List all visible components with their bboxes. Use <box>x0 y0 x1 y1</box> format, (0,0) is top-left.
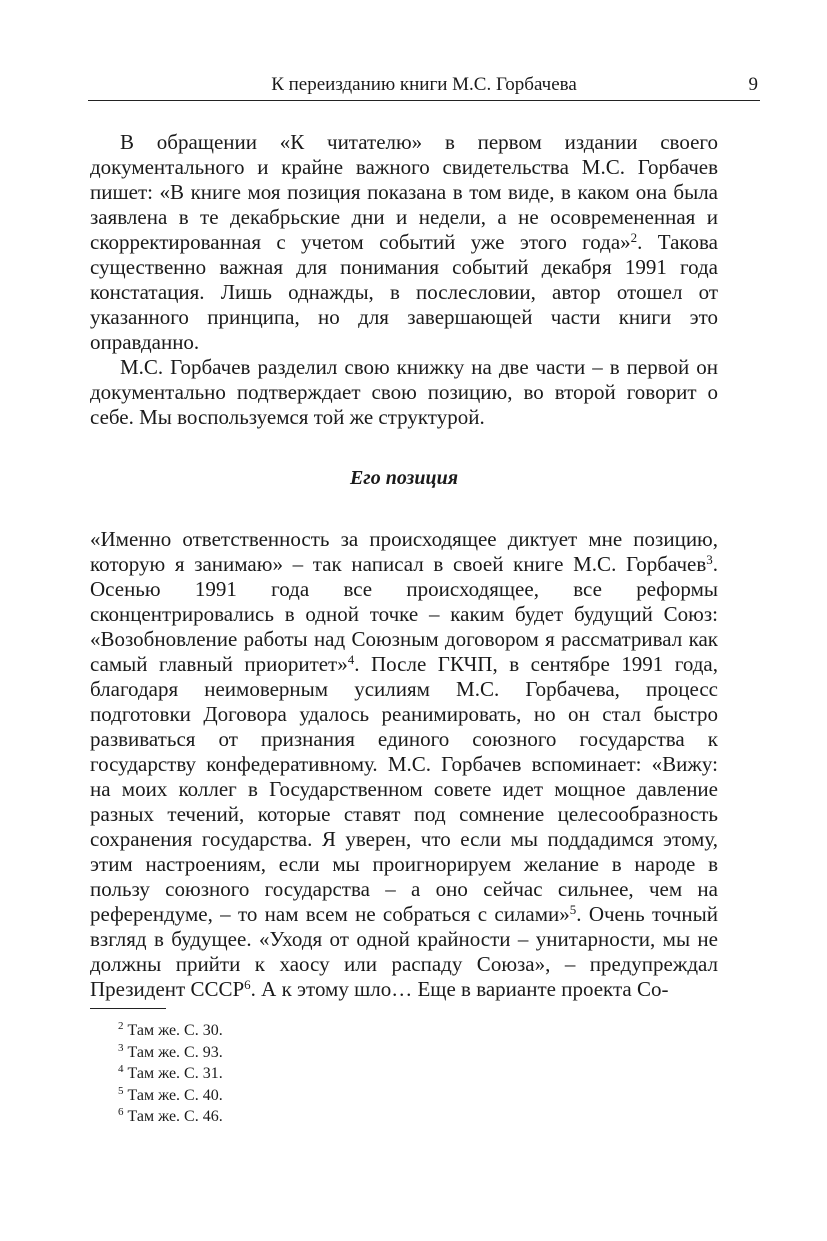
footnote-number: 4 <box>118 1063 124 1075</box>
footnote-item <box>118 1042 718 1064</box>
footnote-item <box>118 1063 718 1085</box>
paragraph-1-text-b: . Такова существенно важная для понимания событий декабря 1991 года констатация. Лишь однажды, в послесловии, автор отошел от указанного принципа, но для завершающей части книги это оправданно. <box>90 230 718 354</box>
footnote-text: Там же. С. 46. <box>127 1108 223 1125</box>
footnote-ref-2: 2 <box>630 230 638 245</box>
footnote-item <box>118 1020 718 1042</box>
paragraph-1 <box>90 130 718 355</box>
paragraph-3-text-a: «Именно ответственность за происходящее диктует мне позицию, которую я занимаю» – так написал в своей книге М.С. Горбачев <box>90 527 718 576</box>
footnote-text: Там же. С. 40. <box>127 1086 223 1104</box>
footnote-text: Там же. С. 31. <box>127 1065 223 1082</box>
running-title: К переизданию книги М.С. Горбачева <box>271 74 577 95</box>
footnote-divider <box>90 1008 166 1009</box>
footnote-item <box>118 1085 718 1107</box>
paragraph-3-text-b: . Осенью 1991 года все происходящее, все реформы сконцентрировались в одной точке – каким будет будущий Союз: «Возобновление работы над Союзным договором я рассматривал как самый главный приоритет» <box>90 552 718 676</box>
paragraph-1-text-a: В обращении «К читателю» в первом издании своего документального и крайне важного свидетельства М.С. Горбачев пишет: «В книге моя позиция показана в том виде, в каком она была заявлена в те декабрьские дни и недели, а не осовремененная и скорректированная с учетом событий уже этого года» <box>90 130 718 254</box>
footnote-text: Там же. С. 93. <box>127 1043 223 1061</box>
paragraph-3-text-d: . Очень точный взгляд в будущее. «Уходя от одной крайности – унитарности, мы не должны прийти к хаосу или распаду Союза», – предупреждал Президент СССР <box>90 902 719 1001</box>
paragraph-3-text-c: . После ГКЧП, в сентябре 1991 года, благодаря неимоверным усилиям М.С. Горбачева, процесс подготовки Договора удалось реанимировать, но он стал быстро развиваться от признания единого союзного государства к государству конфедеративному. М.С. Горбачев вспоминает: «Вижу: на моих коллег в Государственном совете идет мощное давление разных течений, которые ставят под сомнение целесообразность сохранения государства. Я уверен, что если мы поддадимся этому, этим настроениям, если мы проигнорируем желание в народе в пользу союзного государства – а оно сейчас сильнее, чем на референдуме, – то нам всем не собраться с силами» <box>90 652 718 926</box>
footnotes <box>118 1020 718 1128</box>
footnote-item <box>118 1106 718 1128</box>
footnote-ref-4: 4 <box>347 652 355 667</box>
footnote-ref-5: 5 <box>569 902 577 917</box>
footnote-number: 3 <box>118 1041 124 1054</box>
paragraph-2: М.С. Горбачев разделил свою книжку на две части – в первой он документально подтверждает свою позицию, во второй говорит о себе. Мы воспользуемся той же структурой. <box>90 355 718 429</box>
footnote-number: 2 <box>118 1020 124 1032</box>
running-header <box>88 70 760 101</box>
footnote-number: 5 <box>118 1084 124 1097</box>
footnote-text: Там же. С. 30. <box>127 1022 223 1039</box>
paragraph-3 <box>90 527 718 1002</box>
body-text <box>90 130 718 1002</box>
footnote-number: 6 <box>118 1106 124 1118</box>
page-number: 9 <box>748 74 758 95</box>
footnote-ref-6: 6 <box>244 977 251 992</box>
paragraph-3-text-e: . А к этому шло… Еще в варианте проекта Со- <box>250 977 669 1001</box>
section-title: Его позиция <box>349 467 459 489</box>
footnote-ref-3: 3 <box>706 552 713 567</box>
